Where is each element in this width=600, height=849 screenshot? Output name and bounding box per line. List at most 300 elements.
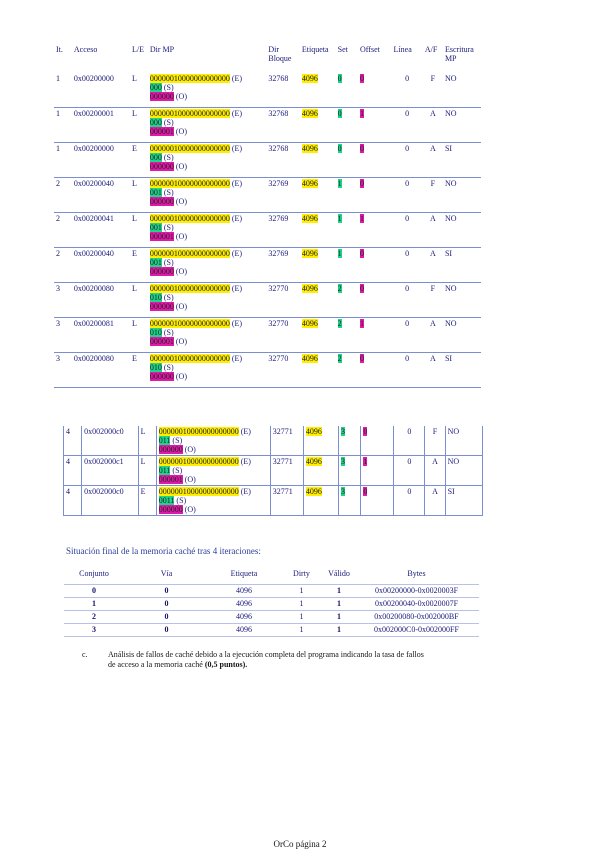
- cell-offset: [358, 353, 392, 388]
- mp-set-line: [150, 258, 264, 267]
- mp-offset-bits: 000000: [149, 302, 174, 311]
- table-row: [64, 486, 483, 516]
- cell-iteration: 1: [54, 143, 72, 178]
- mp-set-bits: 010: [149, 363, 162, 372]
- cell-iteration: 1: [54, 108, 72, 143]
- cell-tag: [300, 178, 336, 213]
- cell-set: [336, 353, 358, 388]
- mp-set-label: (S): [163, 363, 174, 372]
- cell-set: 3: [64, 624, 124, 637]
- cell-mp-address: [148, 178, 266, 213]
- mp-set-line: [150, 118, 264, 127]
- mp-tag-label: (E): [240, 427, 251, 436]
- mp-tag-bits: 00000010000000000000: [149, 74, 230, 83]
- cell-tag: [300, 248, 336, 283]
- cell-access: 0x00200000: [72, 73, 130, 108]
- tag-value: 4096: [301, 354, 318, 363]
- col-header-way: Vía: [124, 567, 209, 585]
- cell-valid: 1: [324, 598, 354, 611]
- cell-mp-write: NO: [443, 213, 481, 248]
- cell-access: 0x00200080: [72, 283, 130, 318]
- tag-value: 4096: [305, 457, 322, 466]
- cell-mp-write: SI: [445, 486, 482, 516]
- cell-block-address: 32769: [266, 248, 300, 283]
- mp-tag-label: (E): [231, 214, 243, 223]
- cell-read-write: L: [138, 456, 156, 486]
- mp-set-label: (S): [163, 293, 174, 302]
- cell-offset: [358, 283, 392, 318]
- cell-read-write: E: [130, 248, 148, 283]
- mp-tag-line: [159, 427, 268, 436]
- cell-line: 0: [392, 108, 423, 143]
- col-header-dirty: Dirty: [279, 567, 324, 585]
- cell-mp-write: SI: [443, 353, 481, 388]
- table-row: [54, 73, 481, 108]
- mp-tag-line: [150, 319, 264, 328]
- cell-block-address: 32769: [266, 178, 300, 213]
- cell-bytes: 0x00200000-0x0020003F: [354, 585, 479, 598]
- mp-offset-bits: 000000: [158, 445, 183, 454]
- mp-offset-line: [150, 337, 264, 346]
- cell-access: 0x00200040: [72, 178, 130, 213]
- cell-tag: [303, 426, 338, 456]
- mp-set-line: [159, 436, 268, 445]
- mp-tag-label: (E): [240, 487, 251, 496]
- cell-line: 0: [392, 143, 423, 178]
- cell-hit-miss: F: [425, 426, 445, 456]
- mp-set-bits: 011: [158, 436, 171, 445]
- mp-offset-line: [150, 127, 264, 136]
- cell-hit-miss: A: [423, 318, 443, 353]
- offset-value: 1: [360, 109, 364, 118]
- cell-read-write: L: [130, 318, 148, 353]
- mp-set-bits: 001: [149, 188, 162, 197]
- mp-offset-line: [150, 92, 264, 101]
- mp-offset-label: (O): [175, 267, 187, 276]
- mp-tag-line: [150, 109, 264, 118]
- cell-dirty: 1: [279, 624, 324, 637]
- mp-set-label: (S): [163, 328, 174, 337]
- cell-mp-write: NO: [443, 108, 481, 143]
- cell-set: [336, 318, 358, 353]
- cell-set: [336, 108, 358, 143]
- cell-read-write: L: [130, 73, 148, 108]
- mp-tag-bits: 00000010000000000000: [149, 109, 230, 118]
- cell-iteration: 3: [54, 318, 72, 353]
- mp-tag-line: [150, 354, 264, 363]
- cell-tag: [300, 143, 336, 178]
- question-text: Análisis de fallos de caché debido a la ejecución completa del programa indicando la tasa de fallos de acceso a la memoria caché: [108, 650, 424, 669]
- mp-set-bits: 010: [149, 328, 162, 337]
- cell-tag: [300, 108, 336, 143]
- col-header-bytes: Bytes: [354, 567, 479, 585]
- set-value: 3: [341, 487, 346, 496]
- mp-set-line: [150, 153, 264, 162]
- access-trace-table-continued: [63, 426, 483, 516]
- mp-offset-line: [159, 475, 268, 484]
- cell-way: 0: [124, 611, 209, 624]
- set-value: 0: [337, 144, 342, 153]
- mp-tag-line: [159, 487, 268, 496]
- question-c: [82, 650, 428, 670]
- cell-tag: 4096: [209, 624, 279, 637]
- mp-offset-bits: 000000: [149, 162, 174, 171]
- cell-offset: [358, 248, 392, 283]
- question-points: (0,5 puntos).: [204, 660, 248, 669]
- cell-set: [336, 283, 358, 318]
- cell-valid: 1: [324, 624, 354, 637]
- table-row: [64, 598, 479, 611]
- cell-set: [336, 213, 358, 248]
- mp-set-bits: 000: [149, 153, 162, 162]
- mp-offset-line: [150, 232, 264, 241]
- cell-line: 0: [394, 456, 425, 486]
- cell-line: 0: [394, 486, 425, 516]
- cell-access: 0x002000c1: [82, 456, 139, 486]
- mp-offset-line: [150, 267, 264, 276]
- question-label: c.: [82, 650, 88, 659]
- cell-access: 0x002000c0: [82, 426, 139, 456]
- cell-tag: [300, 73, 336, 108]
- cell-mp-address: [148, 283, 266, 318]
- cell-line: 0: [392, 248, 423, 283]
- cell-mp-write: NO: [443, 283, 481, 318]
- mp-set-label: (S): [163, 223, 174, 232]
- set-value: 2: [337, 284, 342, 293]
- cell-read-write: E: [130, 143, 148, 178]
- mp-offset-label: (O): [184, 445, 196, 454]
- mp-tag-line: [150, 74, 264, 83]
- tag-value: 4096: [301, 319, 318, 328]
- cell-mp-write: SI: [443, 248, 481, 283]
- cell-tag: [303, 456, 338, 486]
- mp-set-line: [150, 188, 264, 197]
- set-value: 2: [337, 354, 342, 363]
- cell-iteration: 3: [54, 353, 72, 388]
- col-header-access: Acceso: [73, 45, 98, 54]
- cell-offset: [358, 178, 392, 213]
- cell-mp-address: [148, 318, 266, 353]
- cell-set: 1: [64, 598, 124, 611]
- mp-set-line: [150, 293, 264, 302]
- cell-set: 0: [64, 585, 124, 598]
- mp-tag-label: (E): [231, 179, 243, 188]
- cell-mp-write: NO: [443, 73, 481, 108]
- mp-tag-bits: 00000010000000000000: [149, 214, 230, 223]
- mp-offset-line: [150, 302, 264, 311]
- mp-tag-label: (E): [231, 354, 243, 363]
- table-row: [64, 585, 479, 598]
- cell-tag: [300, 283, 336, 318]
- cell-line: 0: [392, 73, 423, 108]
- mp-tag-label: (E): [231, 109, 243, 118]
- col-header-iteration: It.: [56, 45, 63, 54]
- mp-set-line: [159, 466, 268, 475]
- mp-set-bits: 000: [149, 118, 162, 127]
- mp-offset-bits: 000000: [158, 505, 183, 514]
- mp-set-line: [150, 223, 264, 232]
- cell-line: 0: [392, 213, 423, 248]
- col-header-mp-write: Escritura MP: [444, 45, 474, 63]
- cell-tag: [300, 353, 336, 388]
- cell-hit-miss: A: [423, 108, 443, 143]
- col-header-tag: Etiqueta: [301, 45, 329, 54]
- mp-offset-bits: 000000: [149, 92, 174, 101]
- cell-set: [339, 426, 361, 456]
- section-title: Situación final de la memoria caché tras 4 iteraciones:: [66, 546, 261, 556]
- table-row: [54, 213, 481, 248]
- mp-tag-line: [150, 214, 264, 223]
- table-row: [64, 611, 479, 624]
- mp-tag-bits: 00000010000000000000: [149, 249, 230, 258]
- cell-iteration: 2: [54, 248, 72, 283]
- cell-hit-miss: F: [423, 178, 443, 213]
- col-header-set: Set: [337, 45, 348, 54]
- mp-set-bits: 010: [149, 293, 162, 302]
- cell-line: 0: [392, 283, 423, 318]
- cell-iteration: 4: [64, 456, 82, 486]
- set-value: 1: [337, 249, 342, 258]
- offset-value: 0: [360, 144, 364, 153]
- cell-set: [336, 248, 358, 283]
- mp-set-bits: 011: [158, 466, 171, 475]
- cell-block-address: 32768: [266, 108, 300, 143]
- mp-tag-bits: 00000010000000000000: [158, 427, 239, 436]
- cell-access: 0x00200081: [72, 318, 130, 353]
- cell-mp-address: [148, 213, 266, 248]
- set-value: 0: [337, 74, 342, 83]
- mp-offset-label: (O): [184, 475, 196, 484]
- mp-tag-bits: 00000010000000000000: [158, 487, 239, 496]
- mp-set-bits: 000: [149, 83, 162, 92]
- mp-offset-line: [150, 372, 264, 381]
- mp-set-label: (S): [163, 83, 174, 92]
- cell-offset: [361, 456, 394, 486]
- mp-tag-label: (E): [231, 74, 243, 83]
- mp-offset-line: [159, 445, 268, 454]
- cell-offset: [361, 486, 394, 516]
- cell-access: 0x002000c0: [82, 486, 139, 516]
- tag-value: 4096: [301, 109, 318, 118]
- table-row: [64, 456, 483, 486]
- cell-block-address: 32768: [266, 73, 300, 108]
- cell-hit-miss: A: [423, 248, 443, 283]
- cell-mp-address: [148, 353, 266, 388]
- cell-hit-miss: F: [423, 73, 443, 108]
- mp-tag-bits: 00000010000000000000: [149, 354, 230, 363]
- cell-tag: [300, 213, 336, 248]
- offset-value: 0: [360, 284, 364, 293]
- cell-mp-write: NO: [445, 426, 482, 456]
- mp-tag-bits: 00000010000000000000: [158, 457, 239, 466]
- mp-tag-label: (E): [231, 249, 243, 258]
- tag-value: 4096: [301, 144, 318, 153]
- cell-set: [339, 486, 361, 516]
- cell-bytes: 0x00200080-0x002000BF: [354, 611, 479, 624]
- cell-mp-write: NO: [443, 178, 481, 213]
- table-header-row: [54, 44, 481, 73]
- cell-tag: [300, 318, 336, 353]
- mp-tag-line: [150, 249, 264, 258]
- cell-bytes: 0x00200040-0x0020007F: [354, 598, 479, 611]
- cell-way: 0: [124, 585, 209, 598]
- mp-tag-label: (E): [240, 457, 251, 466]
- cell-read-write: L: [130, 108, 148, 143]
- mp-offset-bits: 000001: [149, 232, 174, 241]
- cell-line: 0: [392, 353, 423, 388]
- mp-tag-line: [150, 144, 264, 153]
- cell-valid: 1: [324, 585, 354, 598]
- mp-set-label: (S): [163, 118, 174, 127]
- cell-block-address: 32771: [270, 486, 303, 516]
- cell-bytes: 0x002000C0-0x002000FF: [354, 624, 479, 637]
- cell-read-write: L: [130, 283, 148, 318]
- cell-offset: [361, 426, 394, 456]
- mp-set-label: (S): [172, 466, 183, 475]
- set-value: 1: [337, 179, 342, 188]
- mp-offset-bits: 000000: [149, 372, 174, 381]
- tag-value: 4096: [301, 179, 318, 188]
- table-row: [54, 143, 481, 178]
- cell-iteration: 3: [54, 283, 72, 318]
- mp-set-label: (S): [163, 258, 174, 267]
- cell-tag: 4096: [209, 598, 279, 611]
- cell-offset: [358, 318, 392, 353]
- cell-block-address: 32770: [266, 318, 300, 353]
- cell-mp-address: [148, 73, 266, 108]
- mp-tag-line: [159, 457, 268, 466]
- tag-value: 4096: [305, 427, 322, 436]
- cell-line: 0: [394, 426, 425, 456]
- cell-set: [336, 73, 358, 108]
- mp-set-bits: 001: [149, 223, 162, 232]
- cell-mp-write: NO: [443, 318, 481, 353]
- mp-tag-line: [150, 179, 264, 188]
- mp-set-label: (S): [163, 188, 174, 197]
- mp-offset-label: (O): [175, 197, 187, 206]
- offset-value: 1: [360, 319, 364, 328]
- cell-offset: [358, 143, 392, 178]
- tag-value: 4096: [301, 284, 318, 293]
- cell-block-address: 32770: [266, 283, 300, 318]
- cell-mp-write: SI: [443, 143, 481, 178]
- mp-set-bits: 0011: [158, 496, 175, 505]
- mp-offset-label: (O): [175, 92, 187, 101]
- page-footer: OrCo página 2: [273, 839, 327, 849]
- cell-iteration: 1: [54, 73, 72, 108]
- cell-read-write: E: [138, 486, 156, 516]
- cell-set: [336, 178, 358, 213]
- cell-hit-miss: A: [425, 486, 445, 516]
- mp-set-line: [159, 496, 268, 505]
- col-header-read-write: L/E: [132, 45, 144, 54]
- tag-value: 4096: [305, 487, 322, 496]
- mp-offset-bits: 000001: [149, 337, 174, 346]
- cell-iteration: 4: [64, 426, 82, 456]
- offset-value: 1: [360, 214, 364, 223]
- mp-offset-label: (O): [175, 127, 187, 136]
- cell-iteration: 4: [64, 486, 82, 516]
- mp-tag-bits: 00000010000000000000: [149, 144, 230, 153]
- mp-set-label: (S): [172, 436, 183, 445]
- col-header-tag: Etiqueta: [209, 567, 279, 585]
- cell-set: [339, 456, 361, 486]
- cell-mp-address: [148, 248, 266, 283]
- mp-tag-label: (E): [231, 284, 243, 293]
- mp-offset-line: [159, 505, 268, 514]
- cell-mp-write: NO: [445, 456, 482, 486]
- mp-offset-label: (O): [175, 372, 187, 381]
- cell-hit-miss: A: [423, 143, 443, 178]
- mp-offset-bits: 000000: [149, 267, 174, 276]
- mp-set-line: [150, 83, 264, 92]
- table-row: [64, 426, 483, 456]
- mp-offset-bits: 000000: [149, 197, 174, 206]
- table-row: [54, 353, 481, 388]
- cell-block-address: 32768: [266, 143, 300, 178]
- cell-access: 0x00200040: [72, 248, 130, 283]
- cell-dirty: 1: [279, 611, 324, 624]
- cell-read-write: L: [138, 426, 156, 456]
- col-header-hit-miss: A/F: [424, 45, 438, 54]
- cell-set: [336, 143, 358, 178]
- mp-offset-bits: 000001: [158, 475, 183, 484]
- tag-value: 4096: [301, 249, 318, 258]
- offset-value: 0: [363, 487, 368, 496]
- cell-set: 2: [64, 611, 124, 624]
- offset-value: 1: [363, 457, 368, 466]
- set-value: 0: [337, 109, 342, 118]
- mp-offset-label: (O): [175, 302, 187, 311]
- col-header-valid: Válido: [324, 567, 354, 585]
- cell-tag: 4096: [209, 611, 279, 624]
- mp-offset-label: (O): [175, 162, 187, 171]
- cell-line: 0: [392, 318, 423, 353]
- cell-block-address: 32769: [266, 213, 300, 248]
- mp-set-line: [150, 328, 264, 337]
- mp-tag-label: (E): [231, 144, 243, 153]
- mp-offset-line: [150, 197, 264, 206]
- tag-value: 4096: [301, 214, 318, 223]
- cell-offset: [358, 213, 392, 248]
- table-row: [54, 248, 481, 283]
- mp-tag-line: [150, 284, 264, 293]
- mp-offset-bits: 000001: [149, 127, 174, 136]
- table-row: [54, 283, 481, 318]
- cell-tag: 4096: [209, 585, 279, 598]
- cell-way: 0: [124, 624, 209, 637]
- cell-hit-miss: A: [425, 456, 445, 486]
- offset-value: 0: [360, 249, 364, 258]
- offset-value: 0: [360, 179, 364, 188]
- cell-read-write: L: [130, 213, 148, 248]
- col-header-line: Línea: [393, 45, 412, 54]
- cell-access: 0x00200001: [72, 108, 130, 143]
- cell-iteration: 2: [54, 178, 72, 213]
- offset-value: 0: [360, 74, 364, 83]
- cell-tag: [303, 486, 338, 516]
- mp-tag-label: (E): [231, 319, 243, 328]
- table-row: [54, 108, 481, 143]
- cell-offset: [358, 108, 392, 143]
- cell-access: 0x00200041: [72, 213, 130, 248]
- cell-block-address: 32771: [270, 456, 303, 486]
- col-header-mp-address: Dir MP: [149, 45, 175, 54]
- cell-dirty: 1: [279, 598, 324, 611]
- mp-tag-bits: 00000010000000000000: [149, 179, 230, 188]
- mp-offset-label: (O): [184, 505, 196, 514]
- set-value: 3: [341, 427, 346, 436]
